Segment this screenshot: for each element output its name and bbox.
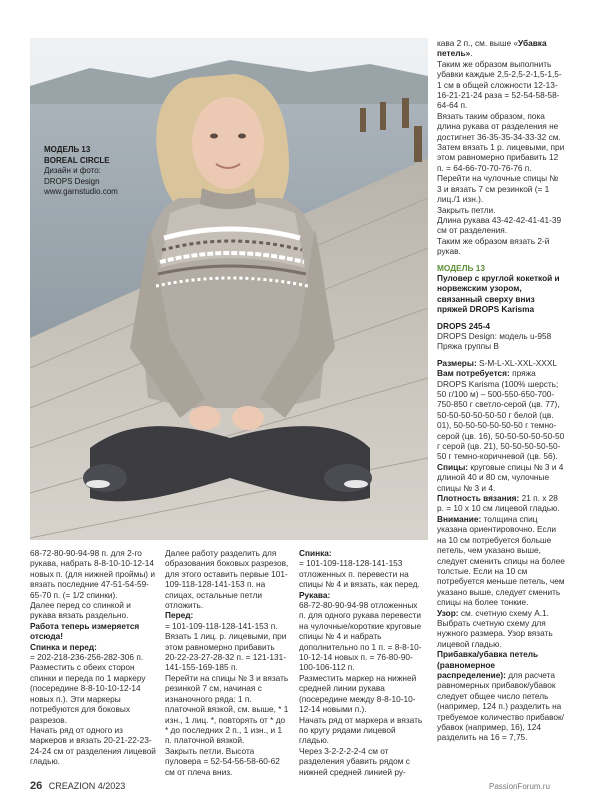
model-photo-illustration bbox=[30, 38, 428, 540]
spec-incdec-label: Прибавка/убавка петель (равномерное распределение): bbox=[437, 649, 539, 680]
body-text: Закрыть петли. Высота пуловера = 52-54-56-58-60-62 см от плеча вниз. bbox=[165, 745, 280, 777]
spec-sizes-label: Размеры: bbox=[437, 357, 477, 368]
paragraph bbox=[30, 652, 157, 725]
paragraph bbox=[30, 600, 157, 621]
body-text: Через 3-2-2-2-2-4 см от разделения убавить рядом с нижней средней линией ру- bbox=[299, 745, 410, 777]
spec-needles bbox=[437, 462, 565, 493]
spec-needles-value: круговые спицы № 3 и 4 длиной 40 и 80 см, чулочные спицы № 3 и 4. bbox=[437, 461, 564, 493]
paragraph bbox=[299, 746, 423, 777]
hero-photo bbox=[30, 38, 428, 540]
body-text: = 101-109-118-128-141-153 п. bbox=[165, 620, 278, 631]
paragraph bbox=[437, 111, 565, 142]
body-text: Затем вязать 1 р. лицевыми, при этом равномерно прибавить 12 п. = 64-66-70-70-76-76 п. bbox=[437, 142, 565, 173]
spec-needles-label: Спицы: bbox=[437, 461, 469, 472]
photo-caption bbox=[44, 145, 164, 198]
spec-materials-value: пряжа DROPS Karisma (100% шерсть; 50 г/100 м) – 500-550-650-700-750-850 г светло-серой (цв. 77), 50-50-50-50-50-50 г белой (цв. 01), 50-50-50-50-50-50 г темно-серой (цв. 16), 50-50-50-50-50-50 г серой (цв. 21), 50-50-50-50-50-50 г темно-коричневой (цв. 56). bbox=[437, 368, 565, 462]
model-title: Пуловер с круглой кокеткой и норвежским узором, связанный сверху вниз пряжей DROPS Karisma bbox=[437, 272, 560, 315]
spec-materials bbox=[437, 368, 565, 462]
paragraph bbox=[437, 59, 565, 111]
right-column bbox=[437, 38, 565, 743]
body-text: 68-72-80-90-94-98 п. для 2-го рукава, набрать 8-8-10-10-12-14 новых п. (для нижней проймы) и вязать последние 47-51-54-59-65-70 п. (= 1/2 спинки). bbox=[30, 548, 155, 600]
body-text: Закрыть петли. bbox=[437, 204, 496, 215]
body-text: = 101-109-118-128-141-153 отложенных п. перевести на спицы № 4 и вязать, как перед. bbox=[299, 558, 420, 590]
paragraph bbox=[437, 142, 565, 173]
paragraph bbox=[165, 673, 289, 746]
spec-materials-label: Вам потребуется: bbox=[437, 368, 510, 379]
caption-credit: DROPS Design bbox=[44, 176, 100, 186]
spec-attention-label: Внимание: bbox=[437, 513, 482, 524]
caption-name: BOREAL CIRCLE bbox=[44, 155, 110, 165]
body-text: Далее работу разделить для образования боковых разрезов, для этого оставить первые 101-109-118-128-141-153 п. на спицах, остальные петли отложить. bbox=[165, 548, 289, 611]
text-column-2 bbox=[165, 548, 289, 777]
caption-site: www.garnstudio.com bbox=[44, 187, 118, 196]
paragraph bbox=[299, 715, 423, 746]
bold-text: Перед: bbox=[165, 610, 194, 621]
body-text: Начать ряд от одного из маркеров и вязать 20-21-22-23-24-24 см от разделения лицевой гладью. bbox=[30, 724, 156, 767]
paragraph bbox=[165, 610, 289, 620]
paragraph bbox=[437, 205, 565, 215]
body-text: кава 2 п., см. выше « bbox=[437, 38, 519, 48]
model-source: DROPS 245-4 bbox=[437, 320, 491, 331]
bold-text: Рукава: bbox=[299, 589, 331, 600]
spec-gauge-label: Плотность вязания: bbox=[437, 493, 520, 504]
paragraph bbox=[299, 673, 423, 715]
model-source-note: DROPS Design: модель u-958 bbox=[437, 330, 552, 341]
bold-text: Работа теперь измеряется отсюда! bbox=[30, 620, 140, 642]
spec-sizes-value: S-M-L-XL-XXL-XXXL bbox=[479, 357, 557, 368]
spec-pattern bbox=[437, 608, 565, 650]
body-text: Далее перед со спинкой и рукава вязать раздельно. bbox=[30, 600, 131, 621]
paragraph bbox=[30, 642, 157, 652]
right-column-text bbox=[437, 38, 565, 257]
bold-text: Спинка: bbox=[299, 548, 332, 558]
spec-pattern-value: см. счетную схему A.1. Выбрать счетную схему для нужного размера. Узор вязать лицевой гладью. bbox=[437, 607, 553, 649]
spec-gauge-value: 21 п. х 28 р. = 10 х 10 см лицевой гладью. bbox=[437, 493, 560, 514]
magazine-issue: CREAZION 4/2023 bbox=[48, 781, 126, 791]
page-footer bbox=[30, 780, 125, 792]
model-yarn-group: Пряжа группы B bbox=[437, 341, 499, 352]
body-text: 68-72-80-90-94-98 отложенных п. для одного рукава перевести на чулочные/короткие круговые спицы № 4 и набрать дополнительно по 1 п. = 8-8-10-10-12-14 новых п. = 76-80-90-100-106-112 п. bbox=[299, 600, 422, 673]
text-column-1 bbox=[30, 548, 157, 767]
body-text: Таким же образом вязать 2-й рукав. bbox=[437, 235, 550, 257]
spec-attention bbox=[437, 514, 565, 608]
paragraph bbox=[165, 746, 289, 777]
spec-sizes bbox=[437, 358, 565, 368]
spec-gauge bbox=[437, 493, 565, 514]
spec-attention-value: толщина спиц указана ориентировочно. Если на 10 см потребуется больше петель, чем указано выше, следует сменить спицы на более толстые. Если на 10 см потребуется меньше петель, чем указано выше, следует сменить спицы на более тонкие. bbox=[437, 513, 565, 608]
bold-text: Спинка и перед: bbox=[30, 641, 97, 652]
model-label: МОДЕЛЬ 13 bbox=[437, 262, 486, 273]
paragraph bbox=[437, 38, 565, 59]
spec-incdec bbox=[437, 649, 565, 743]
body-text: . bbox=[470, 48, 473, 59]
body-text: = 202-218-236-256-282-306 п. Разместить с обеих сторон спинки и переда по 1 маркеру (посередине 8-8-10-10-12-14 новых п.). Эти маркеры потребуются для боковых разрезов. bbox=[30, 652, 146, 725]
paragraph bbox=[299, 600, 423, 673]
paragraph bbox=[30, 548, 157, 600]
paragraph bbox=[437, 215, 565, 236]
body-text: Вязать 1 лиц. р. лицевыми, при этом равномерно прибавить 20-22-23-27-28-32 п. = 121-131-141-155-169-185 п. bbox=[165, 631, 287, 673]
paragraph bbox=[299, 558, 423, 589]
paragraph bbox=[165, 548, 289, 610]
paragraph bbox=[437, 236, 565, 257]
body-text: Таким же образом выполнить убавки каждые 2,5-2,5-2-1,5-1,5-1 см в общей сложности 12-13-16-21-21-24 раза = 52-54-58-58-64-64 п. bbox=[437, 58, 562, 111]
body-text: Вязать таким образом, пока длина рукава от разделения не достигнет 36-35-35-34-33-32 см. bbox=[437, 110, 561, 142]
spec-incdec-value: для расчета равномерных прибавок/убавок следует общее число петель (например, 124 п.) разделить на требуемое количество прибавок/убавок (например, 16), 124 разделить на 16 = 7,75. bbox=[437, 669, 564, 743]
spec-pattern-label: Узор: bbox=[437, 607, 459, 618]
caption-model: МОДЕЛЬ 13 bbox=[44, 145, 91, 154]
text-column-3 bbox=[299, 548, 423, 777]
page-number: 26 bbox=[30, 780, 43, 792]
watermark: PassionForum.ru bbox=[489, 782, 550, 791]
body-text: Перейти на спицы № 3 и вязать резинкой 7 см, начиная с изнаночного ряда: 1 п. платочной вязкой, см. выше, * 1 изн., 1 лиц. *, повторять от * до * до последних 2 п., 1 изн., и 1 п. платочной вязкой. bbox=[165, 672, 289, 746]
paragraph bbox=[165, 621, 289, 631]
caption-credit-label: Дизайн и фото: bbox=[44, 166, 101, 175]
body-text: Перейти на чулочные спицы № 3 и вязать 7 см резинкой (= 1 лиц./1 изн.). bbox=[437, 173, 559, 205]
body-text: Разместить маркер на нижней средней линии рукава (посередине между 8-8-10-10-12-14 новыми п.). bbox=[299, 672, 417, 715]
bold-text: Убавка петель» bbox=[437, 38, 547, 59]
paragraph bbox=[299, 548, 423, 558]
paragraph bbox=[165, 631, 289, 673]
paragraph bbox=[437, 173, 565, 204]
body-text: Длина рукава 43-42-42-41-41-39 см от разделения. bbox=[437, 214, 562, 236]
paragraph bbox=[30, 725, 157, 767]
paragraph bbox=[30, 621, 157, 642]
paragraph bbox=[299, 590, 423, 600]
body-text: Начать ряд от маркера и вязать по кругу рядами лицевой гладью. bbox=[299, 714, 423, 746]
